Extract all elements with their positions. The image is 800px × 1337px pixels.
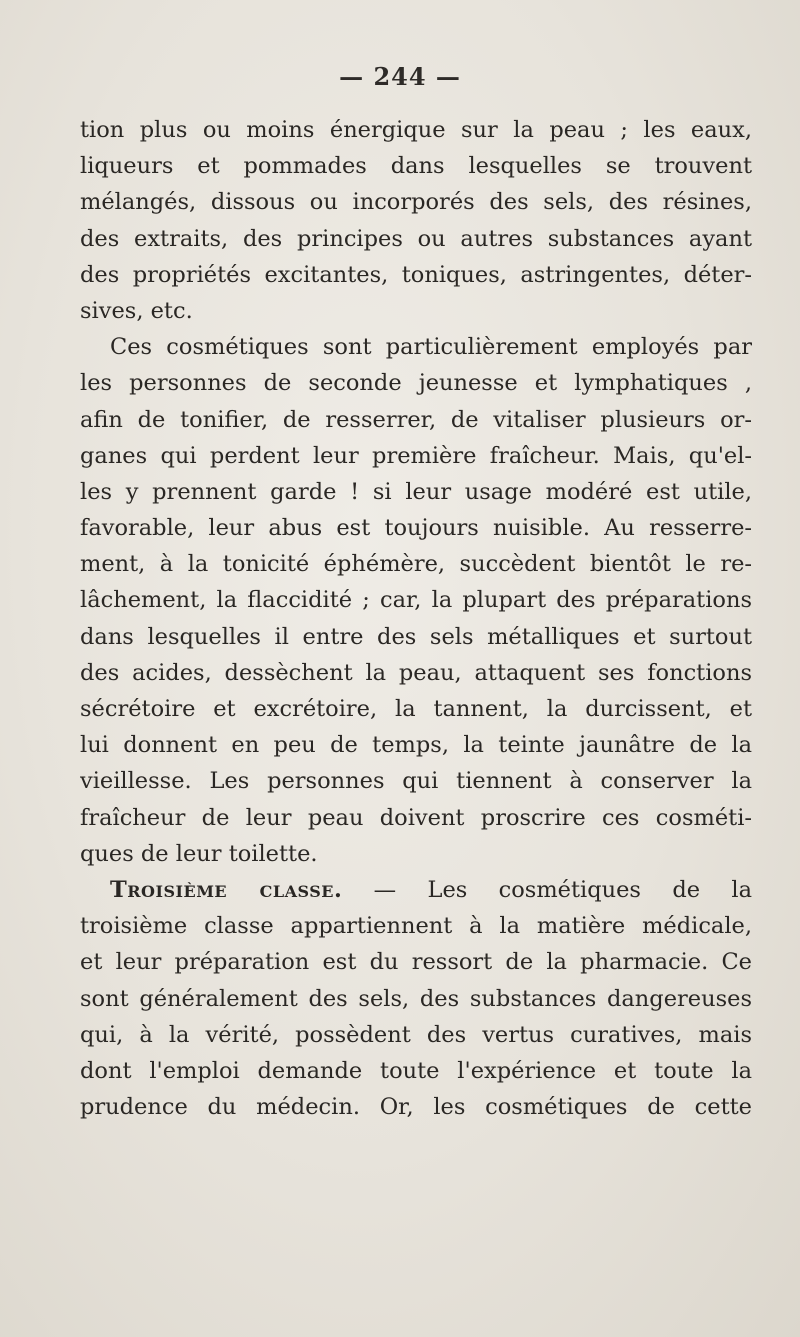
text-line: dans lesquelles il entre des sels métalliques et surtout — [80, 623, 752, 650]
section-heading: Troisième classe. — [110, 876, 343, 903]
text-line: lui donnent en peu de temps, la teinte jaunâtre de la — [80, 732, 752, 759]
text-fragment: — Les cosmétiques de la — [342, 876, 752, 903]
text-line: sives, etc. — [80, 297, 193, 324]
text-line: liqueurs et pommades dans lesquelles se trouvent — [80, 153, 752, 180]
text-line: des acides, dessèchent la peau, attaquent ses fonctions — [80, 659, 752, 686]
text-line: ment, à la tonicité éphémère, succèdent bientôt le re- — [80, 551, 752, 578]
text-line: tion plus ou moins énergique sur la peau ; les eaux, — [80, 117, 752, 143]
body-text — [80, 112, 752, 1125]
text-line: afin de tonifier, de resserrer, de vitaliser plusieurs or- — [80, 406, 752, 433]
page-number: — 244 — — [339, 62, 461, 91]
text-line: les y prennent garde ! si leur usage modéré est utile, — [80, 478, 752, 505]
text-line: lâchement, la flaccidité ; car, la plupart des préparations — [80, 587, 752, 614]
text-line: et leur préparation est du ressort de la pharmacie. Ce — [80, 949, 752, 976]
text-line: Ces cosmétiques sont particulièrement employés par — [110, 334, 752, 361]
text-line: mélangés, dissous ou incorporés des sels, des résines, — [80, 189, 752, 216]
text-line: fraîcheur de leur peau doivent proscrire ces cosméti- — [80, 804, 752, 831]
text-line: qui, à la vérité, possèdent des vertus curatives, mais — [80, 1021, 752, 1048]
text-line: dont l'emploi demande toute l'expérience et toute la — [80, 1057, 752, 1084]
text-line: ganes qui perdent leur première fraîcheur. Mais, qu'el- — [80, 442, 752, 469]
text-line: des propriétés excitantes, toniques, astringentes, déter- — [80, 261, 752, 288]
text-line: des extraits, des principes ou autres substances ayant — [80, 225, 752, 252]
text-line: vieillesse. Les personnes qui tiennent à conserver la — [80, 768, 752, 795]
text-line: troisième classe appartiennent à la matière médicale, — [80, 913, 752, 940]
text-line — [80, 872, 752, 908]
text-line: prudence du médecin. Or, les cosmétiques de cette — [80, 1094, 752, 1121]
text-line: favorable, leur abus est toujours nuisible. Au resserre- — [80, 515, 752, 542]
text-line: ques de leur toilette. — [80, 840, 318, 867]
text-line: les personnes de seconde jeunesse et lymphatiques , — [80, 370, 752, 397]
text-line: sont généralement des sels, des substances dangereuses — [80, 985, 752, 1012]
text-line: sécrétoire et excrétoire, la tannent, la durcissent, et — [80, 696, 752, 722]
